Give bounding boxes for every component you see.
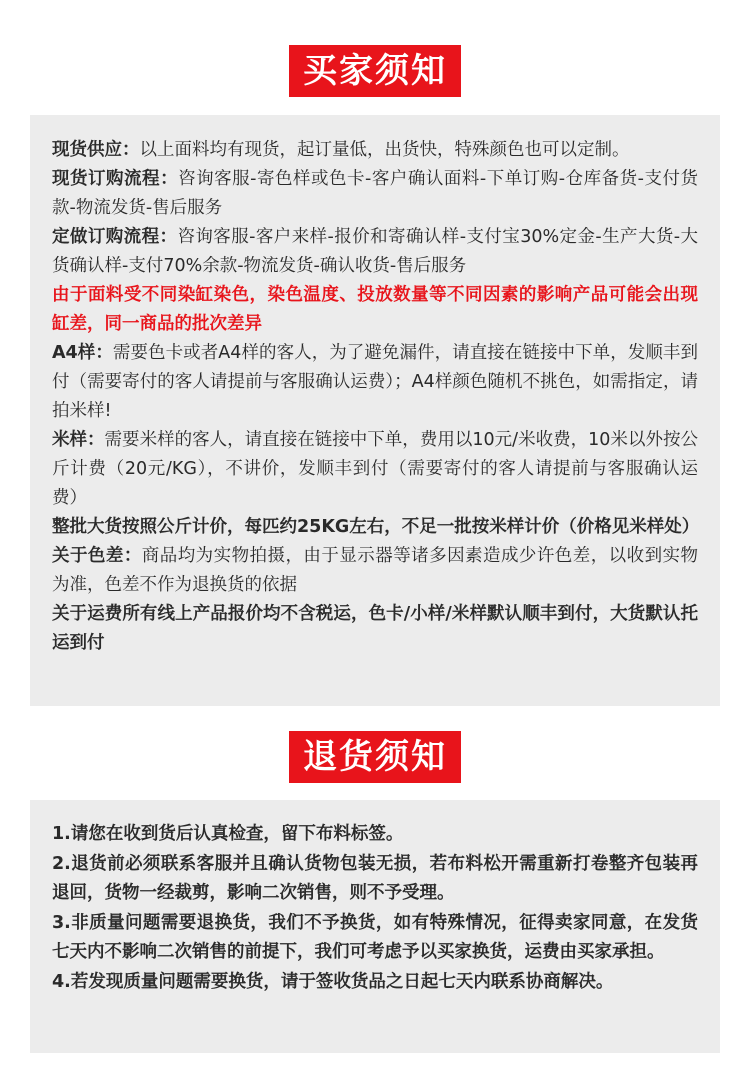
buyer-notice-panel — [30, 115, 720, 706]
stock-supply-label: 现货供应： — [52, 140, 140, 160]
stock-order-process-text: 咨询客服-寄色样或色卡-客户确认面料-下单订购-仓库备货-支付货款-物流发货-售后服务 — [52, 169, 698, 218]
return-item-3: 3.非质量问题需要退换货，我们不予换货，如有特殊情况，征得卖家同意，在发货七天内不影响二次销售的前提下，我们可考虑予以买家换货，运费由买家承担。 — [52, 912, 698, 962]
a4-sample-text: 需要色卡或者A4样的客人，为了避免漏件，请直接在链接中下单，发顺丰到付（需要寄付的客人请提前与客服确认运费）；A4样颜色随机不挑色，如需指定，请拍米样! — [52, 343, 698, 421]
stock-supply-text: 以上面料均有现货，起订量低，出货快，特殊颜色也可以定制。 — [139, 140, 630, 160]
a4-sample-label: A4样： — [52, 343, 113, 363]
meter-sample-label: 米样： — [52, 430, 105, 450]
return-item-2: 2.退货前必须联系客服并且确认货物包装无损，若布料松开需重新打卷整齐包装再退回，货物一经裁剪，影响二次销售，则不予受理。 — [52, 853, 698, 903]
return-item-1: 1.请您在收到货后认真检查，留下布料标签。 — [52, 824, 404, 844]
color-difference-text: 商品均为实物拍摄，由于显示器等诸多因素造成少许色差，以收到实物为准，色差不作为退换货的依据 — [52, 546, 699, 595]
return-notice-title: 退货须知 — [289, 731, 461, 783]
stock-order-process-label: 现货订购流程： — [52, 169, 179, 189]
shipping-fee-paragraph: 关于运费所有线上产品报价均不含税运，色卡/小样/米样默认顺丰到付，大货默认托运到付 — [52, 604, 698, 653]
color-difference-paragraph — [52, 542, 698, 600]
custom-order-process-paragraph — [52, 223, 698, 281]
meter-sample-paragraph — [52, 426, 698, 513]
stock-order-process-paragraph — [52, 165, 698, 223]
stock-supply-paragraph — [52, 136, 698, 165]
return-notice-panel — [30, 800, 720, 1053]
color-difference-label: 关于色差： — [52, 546, 142, 566]
custom-order-process-label: 定做订购流程： — [52, 227, 178, 247]
a4-sample-paragraph — [52, 339, 698, 426]
buyer-notice-title: 买家须知 — [289, 45, 461, 97]
bulk-pricing-paragraph: 整批大货按照公斤计价，每匹约25KG左右，不足一批按米样计价（价格见米样处） — [52, 517, 700, 537]
dye-lot-warning: 由于面料受不同染缸染色，染色温度、投放数量等不同因素的影响产品可能会出现缸差，同一商品的批次差异 — [52, 285, 698, 334]
custom-order-process-text: 咨询客服-客户来样-报价和寄确认样-支付宝30%定金-生产大货-大货确认样-支付70%余款-物流发货-确认收货-售后服务 — [52, 227, 699, 276]
meter-sample-text: 需要米样的客人，请直接在链接中下单，费用以10元/米收费，10米以外按公斤计费（20元/KG），不讲价，发顺丰到付（需要寄付的客人请提前与客服确认运费） — [52, 430, 698, 508]
return-item-4: 4.若发现质量问题需要换货，请于签收货品之日起七天内联系协商解决。 — [52, 971, 614, 992]
